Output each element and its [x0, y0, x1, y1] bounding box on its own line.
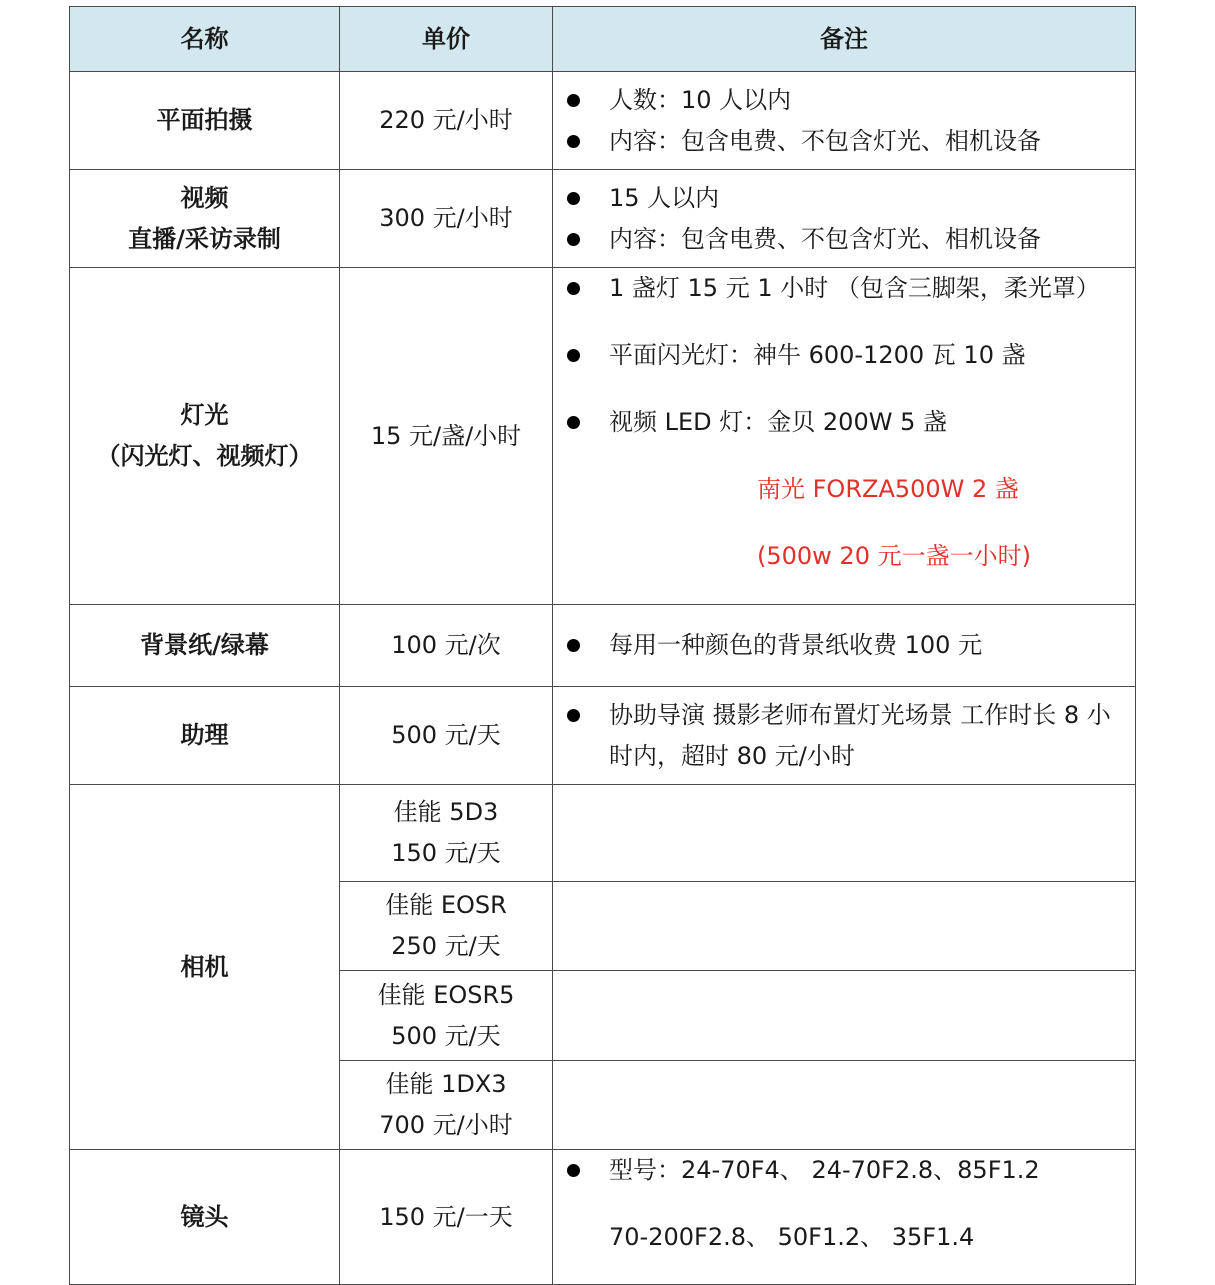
camera-name: 相机 [70, 785, 340, 1150]
video-note: 15 人以内 [553, 178, 1135, 219]
lens-price: 150 元/一天 [340, 1150, 553, 1285]
camera-note-empty [553, 785, 1136, 882]
header-note: 备注 [553, 7, 1136, 72]
assistant-name: 助理 [70, 687, 340, 785]
video-notes [553, 170, 1136, 268]
camera-note-empty [553, 1061, 1136, 1150]
row-flat-shoot [70, 72, 1136, 170]
video-name [70, 170, 340, 268]
lens-note: 型号：24-70F4、 24-70F2.8、85F1.2 [553, 1150, 1135, 1191]
row-lens [70, 1150, 1136, 1285]
lens-notes [553, 1150, 1136, 1285]
flat-shoot-price: 220 元/小时 [340, 72, 553, 170]
camera-item [340, 882, 553, 971]
row-background [70, 605, 1136, 687]
background-price: 100 元/次 [340, 605, 553, 687]
video-note: 内容：包含电费、不包含灯光、相机设备 [553, 219, 1135, 260]
lighting-note: 视频 LED 灯：金贝 200W 5 盏 [553, 402, 1135, 443]
row-lighting [70, 268, 1136, 605]
lens-note-continued: 70-200F2.8、 50F1.2、 35F1.4 [609, 1223, 975, 1251]
lighting-price: 15 元/盏/小时 [340, 268, 553, 605]
assistant-notes [553, 687, 1136, 785]
lighting-notes [553, 268, 1136, 605]
row-video [70, 170, 1136, 268]
lighting-note: 1 盏灯 15 元 1 小时 （包含三脚架，柔光罩） [553, 268, 1135, 309]
header-row [70, 7, 1136, 72]
flat-shoot-note: 内容：包含电费、不包含灯光、相机设备 [553, 121, 1135, 162]
camera-price: 250 元/天 [391, 932, 501, 960]
video-name-line2: 直播/采访录制 [128, 224, 281, 253]
camera-price: 150 元/天 [391, 839, 501, 867]
video-price: 300 元/小时 [340, 170, 553, 268]
lighting-red-note-2: (500w 20 元一盏一小时) [757, 542, 1031, 570]
assistant-note: 协助导演 摄影老师布置灯光场景 工作时长 8 小时内，超时 80 元/小时 [553, 695, 1135, 777]
camera-price: 700 元/小时 [379, 1111, 513, 1139]
background-note: 每用一种颜色的背景纸收费 100 元 [553, 625, 1135, 666]
flat-shoot-note: 人数：10 人以内 [553, 80, 1135, 121]
row-assistant [70, 687, 1136, 785]
camera-note-empty [553, 971, 1136, 1061]
camera-price: 500 元/天 [391, 1021, 501, 1050]
camera-item [340, 785, 553, 882]
camera-note-empty [553, 882, 1136, 971]
header-price: 单价 [340, 7, 553, 72]
camera-model: 佳能 EOSR5 [377, 980, 515, 1009]
lens-name: 镜头 [70, 1150, 340, 1285]
header-name: 名称 [70, 7, 340, 72]
lighting-name-line1: 灯光 [180, 401, 229, 429]
video-name-line1: 视频 [180, 183, 229, 212]
assistant-price: 500 元/天 [340, 687, 553, 785]
lighting-note: 平面闪光灯：神牛 600-1200 瓦 10 盏 [553, 335, 1135, 376]
row-camera [70, 785, 1136, 882]
lighting-red-note-1: 南光 FORZA500W 2 盏 [757, 475, 1019, 503]
lighting-name-line2: （闪光灯、视频灯） [96, 442, 313, 470]
camera-item [340, 1061, 553, 1150]
camera-item [340, 971, 553, 1061]
flat-shoot-name: 平面拍摄 [70, 72, 340, 170]
camera-model: 佳能 EOSR [385, 891, 507, 919]
price-table [69, 6, 1136, 1285]
flat-shoot-notes [553, 72, 1136, 170]
camera-model: 佳能 1DX3 [385, 1070, 507, 1098]
lighting-name [70, 268, 340, 605]
camera-model: 佳能 5D3 [393, 798, 499, 826]
background-notes [553, 605, 1136, 687]
background-name: 背景纸/绿幕 [70, 605, 340, 687]
